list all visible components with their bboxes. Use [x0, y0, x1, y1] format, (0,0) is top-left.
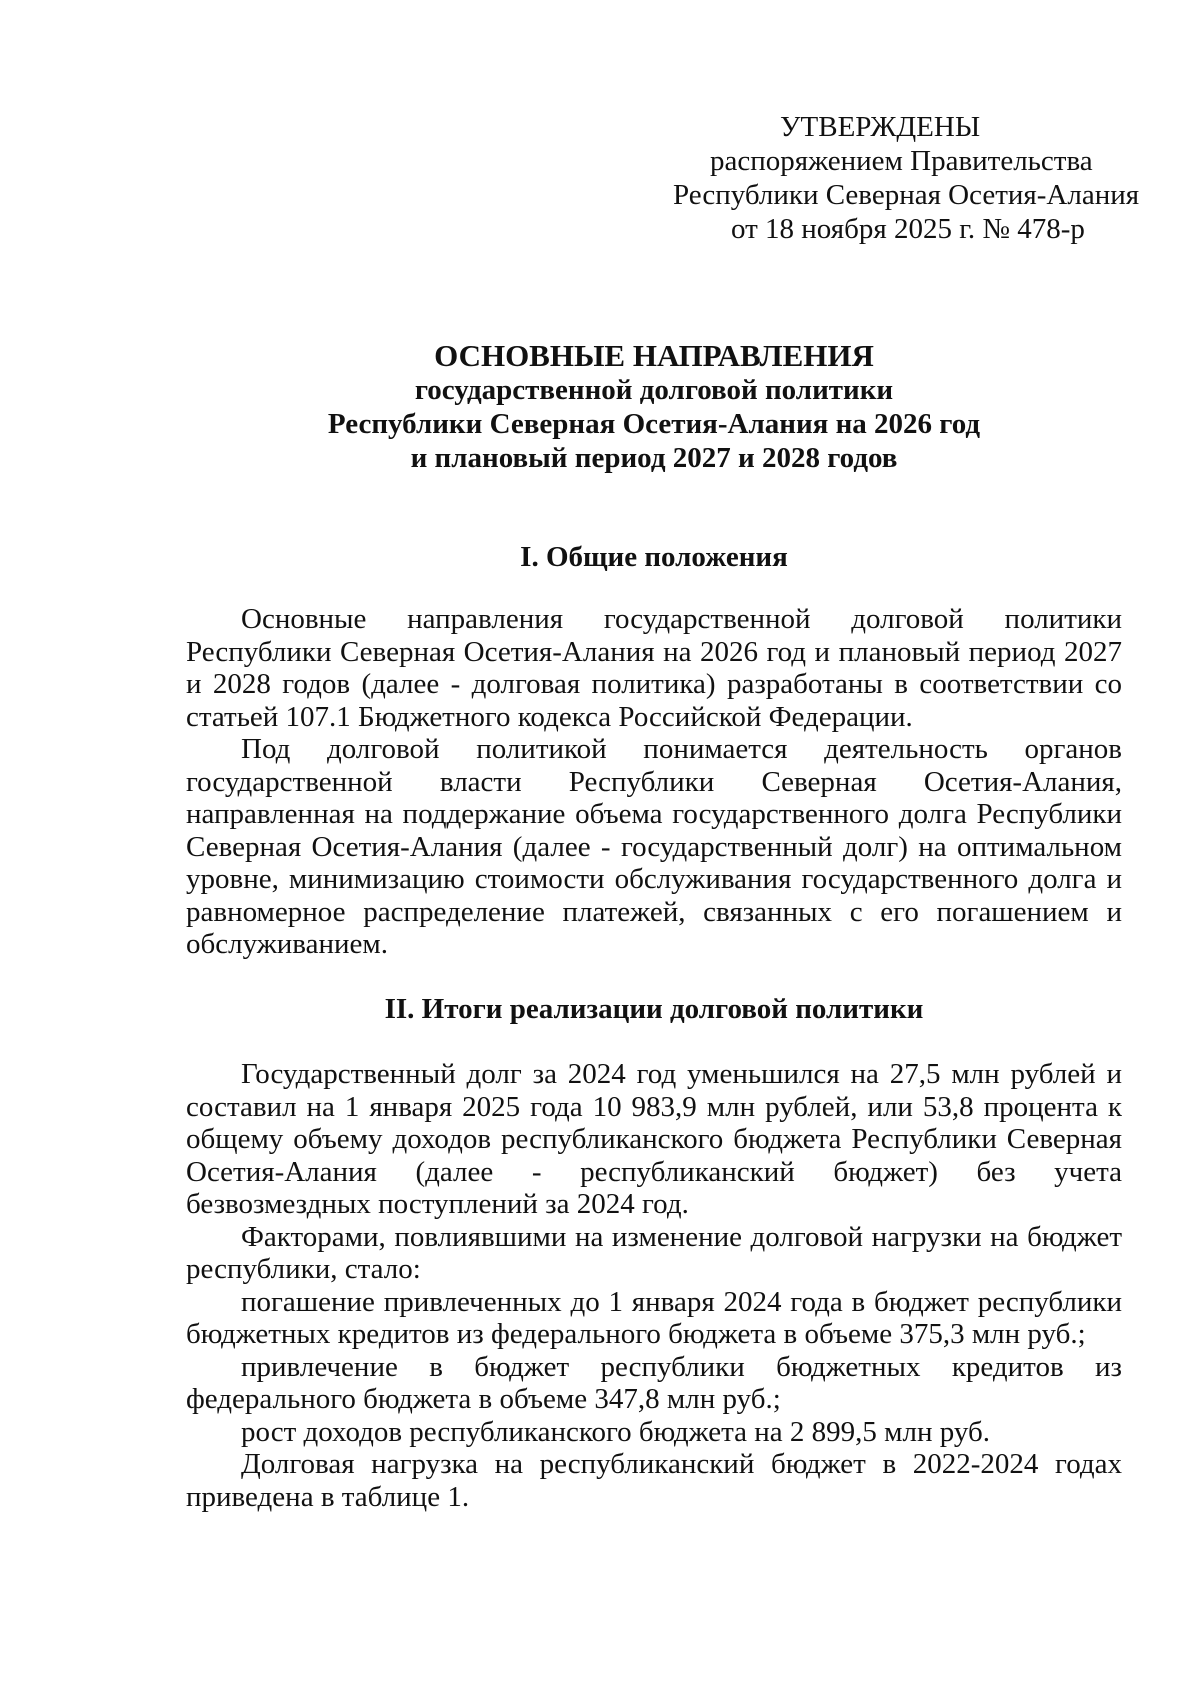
title-line-2: государственной долговой политики [414, 374, 894, 406]
section-2-paragraph: рост доходов республиканского бюджета на 2 899,5 млн руб. [241, 1415, 990, 1448]
section-1-heading: I. Общие положения [520, 541, 788, 573]
title-line-3: Республики Северная Осетия-Алания на 2026 год [327, 408, 981, 440]
approval-stamp-block [650, 110, 1170, 246]
section-1-body [186, 603, 1122, 961]
section-2-body [186, 1058, 1122, 1513]
section-1-paragraph: Под долговой политикой понимается деятельность органов государственной власти Республики Северная Осетия-Алания, направленная на поддержание объема государственного долга Республики Северная Осетия-Алания (далее - государственный долг) на оптимальном уровне, минимизацию стоимости обслуживания государственного долга и равномерное распределение платежей, связанных с его погашением и обслуживанием. [186, 733, 1122, 960]
section-2-paragraph: привлечение в бюджет республики бюджетных кредитов из федерального бюджета в объеме 347,8 млн руб.; [186, 1350, 1122, 1415]
section-2-heading: II. Итоги реализации долговой политики [384, 993, 924, 1025]
section-2-paragraph: погашение привлеченных до 1 января 2024 года в бюджет республики бюджетных кредитов из федерального бюджета в объеме 375,3 млн руб.; [186, 1285, 1122, 1350]
section-1-paragraph: Основные направления государственной долговой политики Республики Северная Осетия-Алания на 2026 год и плановый период 2027 и 2028 годов (далее - долговая политика) разработаны в соответствии со статьей 107.1 Бюджетного кодекса Российской Федерации. [186, 603, 1122, 733]
section-2-paragraph: Факторами, повлиявшими на изменение долговой нагрузки на бюджет республики, стало: [186, 1220, 1122, 1285]
section-2-paragraph: Государственный долг за 2024 год уменьшился на 27,5 млн рублей и составил на 1 января 2025 года 10 983,9 млн рублей, или 53,8 процента к общему объему доходов республиканского бюджета Республики Северная Осетия-Алания (далее - республиканский бюджет) без учета безвозмездных поступлений за 2024 год. [186, 1058, 1122, 1220]
title-line-1: ОСНОВНЫЕ НАПРАВЛЕНИЯ [434, 338, 874, 373]
approval-heading: УТВЕРЖДЕНЫ [780, 111, 981, 143]
document-title [186, 339, 1122, 475]
approval-republic-line: Республики Северная Осетия-Алания [673, 179, 1140, 211]
approval-order-line: распоряжением Правительства [710, 145, 1093, 177]
approval-date-number: от 18 ноября 2025 г. № 478-р [731, 213, 1085, 245]
title-line-4: и плановый период 2027 и 2028 годов [410, 442, 898, 474]
section-2-paragraph: Долговая нагрузка на республиканский бюджет в 2022-2024 годах приведена в таблице 1. [186, 1448, 1122, 1513]
